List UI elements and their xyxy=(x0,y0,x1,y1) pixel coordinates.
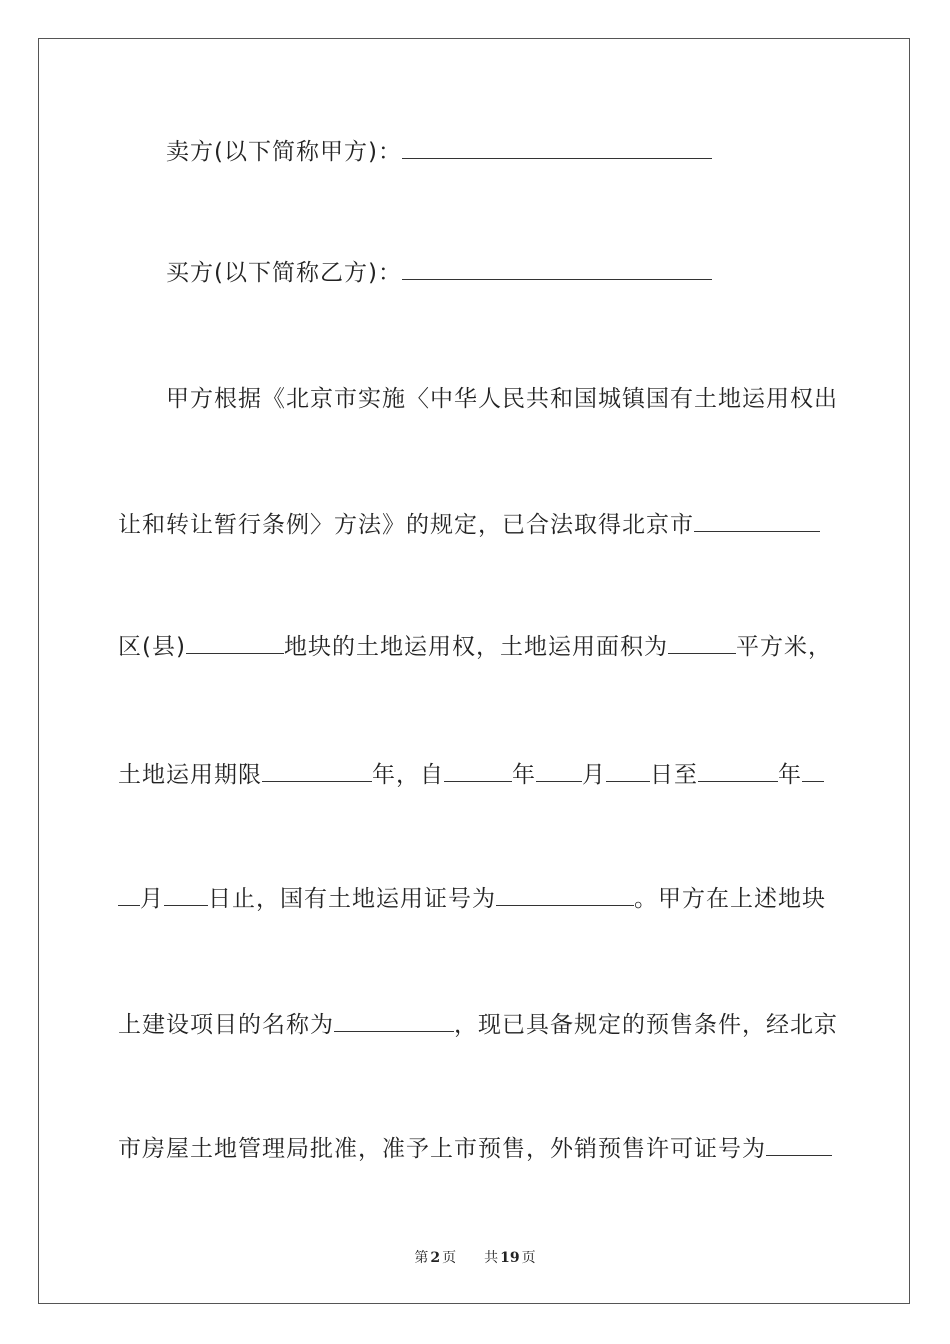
page-border xyxy=(38,38,910,1304)
district-city-blank[interactable] xyxy=(694,511,820,532)
area-blank[interactable] xyxy=(668,633,736,654)
seller-label: 卖方(以下简称甲方)： xyxy=(166,139,402,165)
certificate-number-blank[interactable] xyxy=(496,885,634,906)
paragraph-text-4a: 土地运用期限 xyxy=(118,762,262,788)
paragraph-text-4b: 年，自 xyxy=(372,762,444,788)
start-day-blank[interactable] xyxy=(606,761,650,782)
end-year-blank[interactable] xyxy=(698,761,778,782)
page-suffix: 页 xyxy=(442,1250,457,1266)
paragraph-text-5c: 。甲方在上述地块 xyxy=(634,886,826,912)
paragraph-text-4d: 月 xyxy=(582,762,606,788)
page-prefix: 第 xyxy=(414,1250,429,1266)
paragraph-line-5 xyxy=(118,884,826,914)
paragraph-text-5b: 日止，国有土地运用证号为 xyxy=(208,886,496,912)
paragraph-line-2 xyxy=(118,510,820,540)
project-name-blank[interactable] xyxy=(334,1011,454,1032)
paragraph-text-4e: 日至 xyxy=(650,762,698,788)
seller-blank[interactable] xyxy=(402,138,712,159)
paragraph-text-2: 让和转让暂行条例〉方法》的规定，已合法取得北京市 xyxy=(118,512,694,538)
paragraph-line-1 xyxy=(166,384,838,414)
paragraph-text-4c: 年 xyxy=(512,762,536,788)
paragraph-text-1: 甲方根据《北京市实施〈中华人民共和国城镇国有土地运用权出 xyxy=(166,386,838,412)
end-month-blank-start[interactable] xyxy=(802,761,824,782)
buyer-line xyxy=(166,258,712,288)
term-years-blank[interactable] xyxy=(262,761,372,782)
plot-blank[interactable] xyxy=(186,633,284,654)
buyer-label: 买方(以下简称乙方)： xyxy=(166,260,402,286)
page-number: 2 xyxy=(430,1250,441,1266)
presale-permit-blank[interactable] xyxy=(766,1135,832,1156)
start-month-blank[interactable] xyxy=(536,761,582,782)
total-pages: 19 xyxy=(500,1250,520,1266)
page-footer xyxy=(0,1247,950,1267)
paragraph-line-4 xyxy=(118,760,824,790)
start-year-blank[interactable] xyxy=(444,761,512,782)
paragraph-text-5a: 月 xyxy=(140,886,164,912)
paragraph-text-6a: 上建设项目的名称为 xyxy=(118,1012,334,1038)
paragraph-text-6b: ，现已具备规定的预售条件，经北京 xyxy=(454,1012,838,1038)
buyer-blank[interactable] xyxy=(402,259,712,280)
paragraph-text-7: 市房屋土地管理局批准，准予上市预售，外销预售许可证号为 xyxy=(118,1136,766,1162)
paragraph-text-3b: 地块的土地运用权，土地运用面积为 xyxy=(283,634,668,660)
paragraph-line-3 xyxy=(118,632,832,662)
paragraph-line-6 xyxy=(118,1010,838,1040)
paragraph-text-4f: 年 xyxy=(778,762,802,788)
paragraph-text-3a: 区(县) xyxy=(118,634,186,660)
paragraph-line-7 xyxy=(118,1134,832,1164)
total-prefix: 共 xyxy=(484,1250,499,1266)
paragraph-text-3c: 平方米， xyxy=(735,634,832,660)
seller-line xyxy=(166,137,712,167)
end-day-blank[interactable] xyxy=(164,885,208,906)
total-suffix: 页 xyxy=(521,1250,536,1266)
end-month-blank-end[interactable] xyxy=(118,885,140,906)
